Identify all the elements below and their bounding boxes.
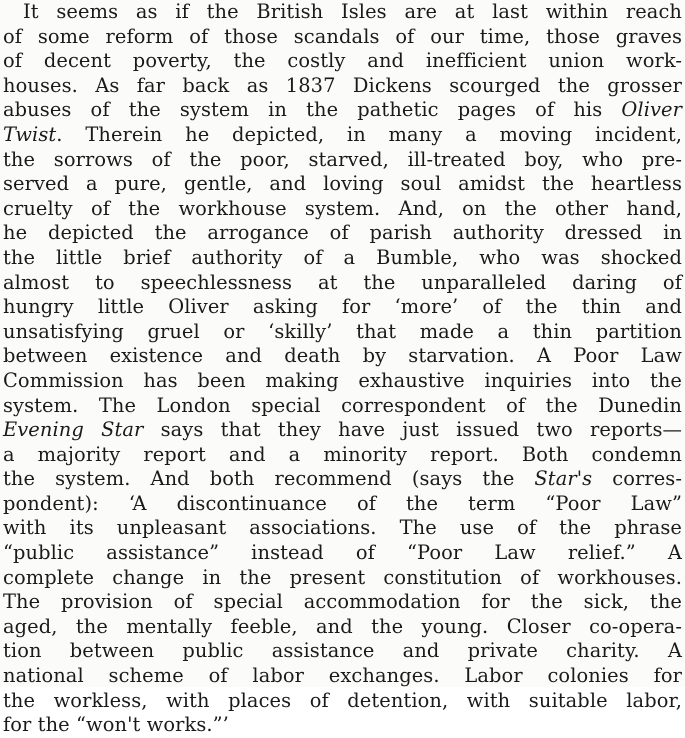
article-line: abuses of the system in the pathetic pages of his Oliver <box>3 98 682 122</box>
article-line: “public assistance” instead of “Poor Law relief.” A <box>3 541 682 565</box>
article-line: Twist. Therein he depicted, in many a moving incident, <box>3 122 682 146</box>
article-line: he depicted the arrogance of parish authority dressed in <box>3 221 682 245</box>
newspaper-title-italic: Star's <box>534 467 593 491</box>
article-line: It seems as if the British Isles are at last within reach <box>23 0 682 23</box>
article-line: Commission has been making exhaustive inquiries into the <box>3 368 682 392</box>
article-line: of some reform of those scandals of our time, those graves <box>3 24 682 48</box>
article-line: between existence and death by starvation. A Poor Law <box>3 344 682 368</box>
article-line: national scheme of labor exchanges. Labor colonies for <box>3 664 682 688</box>
article-line: Evening Star says that they have just issued two reports— <box>3 418 682 442</box>
article-line: the little brief authority of a Bumble, who was shocked <box>3 245 682 269</box>
article-line: system. The London special correspondent of the Dunedin <box>3 393 682 417</box>
newspaper-title-italic: Evening Star <box>3 418 144 442</box>
article-line: houses. As far back as 1837 Dickens scourged the grosser <box>3 73 682 97</box>
article-line: unsatisfying gruel or ‘skilly’ that made a thin partition <box>3 319 682 343</box>
article-line: cruelty of the workhouse system. And, on the other hand, <box>3 196 682 220</box>
article-line: for the “won't works.”’ <box>3 713 229 737</box>
article-line: the system. And both recommend (says the Star's corres- <box>3 467 682 491</box>
article-line: the sorrows of the poor, starved, ill-treated boy, who pre- <box>3 147 682 171</box>
article-line: tion between public assistance and private charity. A <box>3 639 682 663</box>
article-line: The provision of special accommodation for the sick, the <box>3 590 682 614</box>
article-line: of decent poverty, the costly and inefficient union work- <box>3 49 682 73</box>
article-line: almost to speechlessness at the unparalleled daring of <box>3 270 682 294</box>
article-body <box>3 0 682 738</box>
article-line: aged, the mentally feeble, and the young. Closer co-opera- <box>3 614 682 638</box>
article-line: served a pure, gentle, and loving soul amidst the heartless <box>3 172 682 196</box>
book-title-italic: Oliver <box>621 98 682 122</box>
article-line: complete change in the present constitution of workhouses. <box>3 565 682 589</box>
article-line: hungry little Oliver asking for ‘more’ of the thin and <box>3 295 682 319</box>
book-title-italic: Twist <box>3 122 57 146</box>
article-line: pondent): ‘A discontinuance of the term “Poor Law” <box>3 491 682 515</box>
article-line: the workless, with places of detention, with suitable labor, <box>3 688 682 712</box>
article-line: with its unpleasant associations. The use of the phrase <box>3 516 682 540</box>
article-line: a majority report and a minority report. Both condemn <box>3 442 682 466</box>
